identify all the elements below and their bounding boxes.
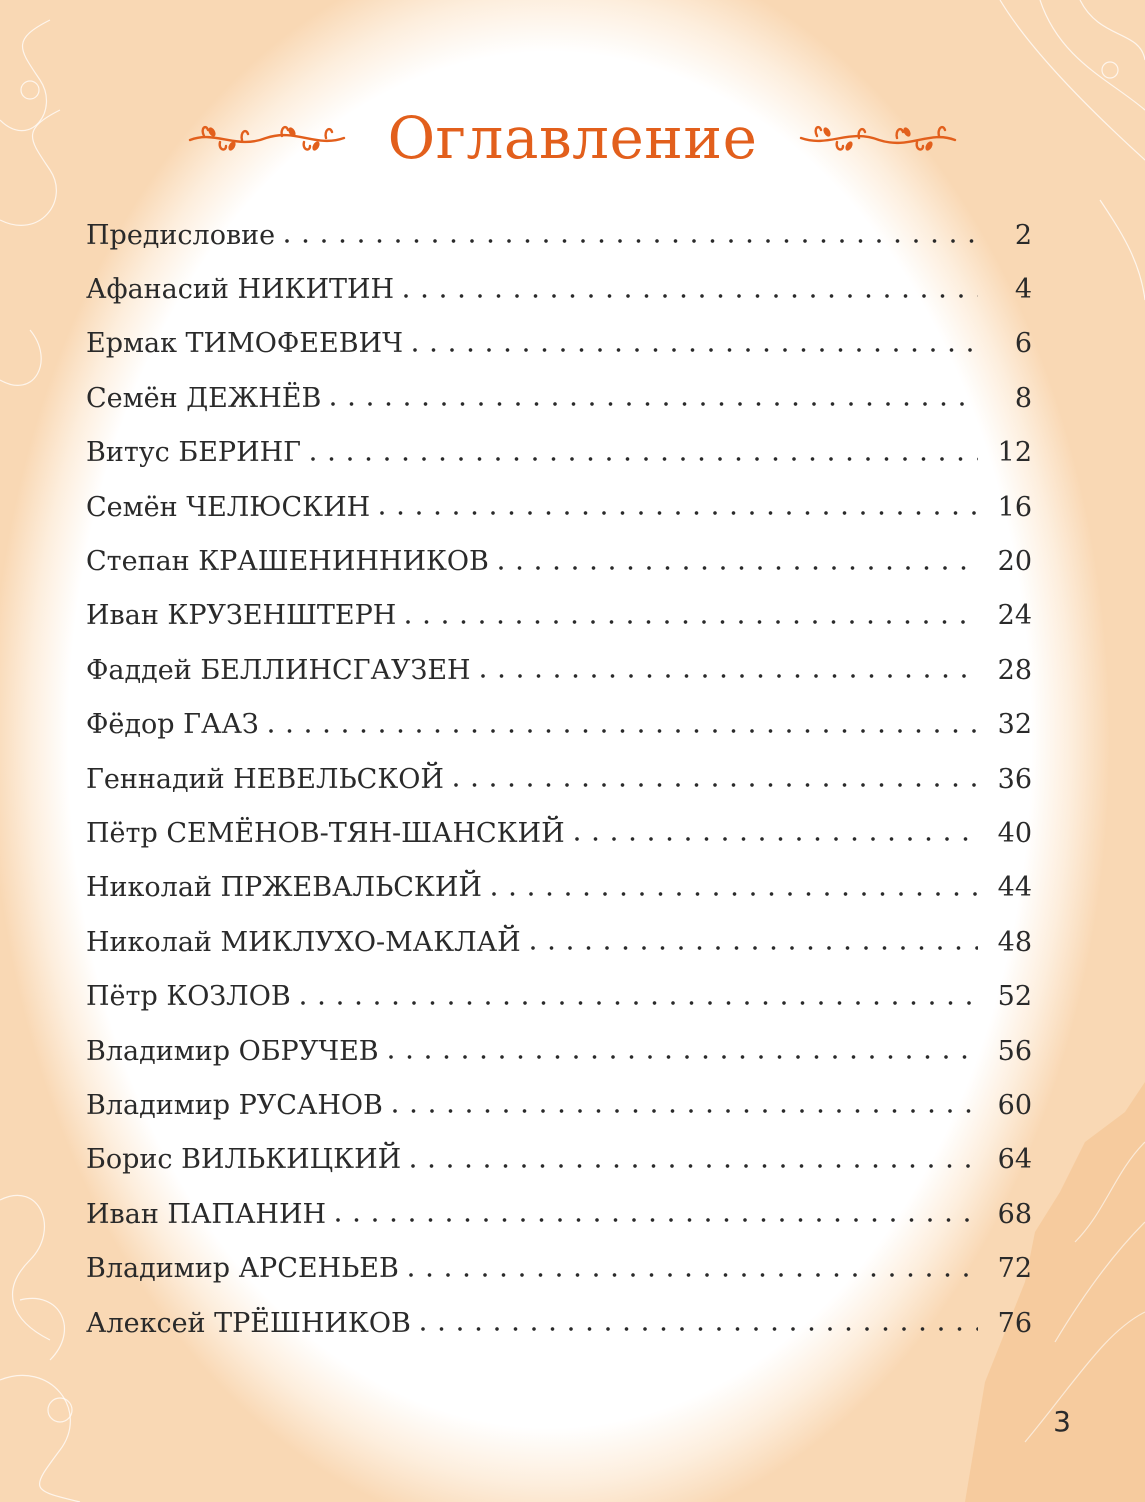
toc-entry[interactable]: [86, 1187, 1032, 1241]
dot-leader: [404, 294, 978, 298]
dot-leader: [575, 837, 978, 841]
toc-entry[interactable]: [86, 371, 1032, 425]
toc-entry[interactable]: [86, 1024, 1032, 1078]
toc-entry-title: Витус БЕРИНГ: [86, 437, 302, 469]
toc-entry[interactable]: [86, 1133, 1032, 1187]
dot-leader: [481, 674, 978, 678]
toc-entry[interactable]: [86, 698, 1032, 752]
toc-entry[interactable]: [86, 480, 1032, 534]
dot-leader: [492, 892, 978, 896]
toc-entry-title: Николай МИКЛУХО-МАКЛАЙ: [86, 926, 521, 958]
dot-leader: [413, 348, 978, 352]
toc-entry-title: Пётр КОЗЛОВ: [86, 981, 291, 1013]
toc-entry-page: 2: [1014, 219, 1032, 251]
toc-entry[interactable]: [86, 426, 1032, 480]
toc-entry-title: Пётр СЕМЁНОВ-ТЯН-ШАНСКИЙ: [86, 817, 565, 849]
toc-entry-page: 32: [997, 709, 1032, 741]
dot-leader: [393, 1109, 978, 1113]
dot-leader: [389, 1055, 978, 1059]
toc-entry-page: 20: [997, 546, 1032, 578]
toc-entry-title: Афанасий НИКИТИН: [86, 274, 395, 306]
dot-leader: [380, 511, 978, 515]
vine-ornament-icon: [797, 120, 959, 156]
vine-ornament-icon: [186, 120, 348, 156]
toc-entry[interactable]: [86, 208, 1032, 262]
toc-entry-page: 56: [997, 1035, 1032, 1067]
dot-leader: [409, 1273, 978, 1277]
dot-leader: [499, 566, 978, 570]
toc-entry[interactable]: [86, 806, 1032, 860]
page-number: 3: [1053, 1405, 1071, 1438]
toc-entry-title: Иван КРУЗЕНШТЕРН: [86, 600, 397, 632]
toc-entry[interactable]: [86, 589, 1032, 643]
toc-entry-title: Семён ДЕЖНЁВ: [86, 382, 322, 414]
toc-entry-page: 64: [997, 1144, 1032, 1176]
toc-entry-title: Иван ПАПАНИН: [86, 1198, 327, 1230]
toc-entry-title: Предисловие: [86, 219, 276, 251]
toc-entry-title: Фаддей БЕЛЛИНСГАУЗЕН: [86, 654, 471, 686]
dot-leader: [421, 1327, 978, 1331]
toc-entry-title: Степан КРАШЕНИННИКОВ: [86, 546, 489, 578]
dot-leader: [411, 1164, 978, 1168]
toc-entry-page: 40: [997, 817, 1032, 849]
toc-entry[interactable]: [86, 1241, 1032, 1295]
dot-leader: [269, 729, 978, 733]
toc-entry-page: 48: [997, 926, 1032, 958]
toc-entry-page: 44: [997, 872, 1032, 904]
toc-entry-page: 24: [997, 600, 1032, 632]
toc-entry-title: Борис ВИЛЬКИЦКИЙ: [86, 1144, 402, 1176]
toc-entry[interactable]: [86, 969, 1032, 1023]
toc-entry-page: 72: [997, 1253, 1032, 1285]
toc-entry-title: Владимир ОБРУЧЕВ: [86, 1035, 379, 1067]
toc-entry-title: Ермак ТИМОФЕЕВИЧ: [86, 328, 403, 360]
toc-entry-page: 16: [997, 491, 1032, 523]
toc-entry-title: Алексей ТРЁШНИКОВ: [86, 1307, 411, 1339]
toc-entry-page: 28: [997, 654, 1032, 686]
toc-entry-page: 76: [997, 1307, 1032, 1339]
toc-entry-page: 52: [997, 981, 1032, 1013]
dot-leader: [336, 1218, 978, 1222]
toc-entry-title: Владимир АРСЕНЬЕВ: [86, 1253, 399, 1285]
toc-entry[interactable]: [86, 534, 1032, 588]
toc-entry[interactable]: [86, 915, 1032, 969]
toc-entry[interactable]: [86, 643, 1032, 697]
toc-entry-page: 60: [997, 1089, 1032, 1121]
toc-entry-page: 68: [997, 1198, 1032, 1230]
toc-entry-title: Геннадий НЕВЕЛЬСКОЙ: [86, 763, 444, 795]
dot-leader: [311, 457, 978, 461]
toc-entry-page: 6: [1014, 328, 1032, 360]
dot-leader: [285, 239, 978, 243]
toc-entry[interactable]: [86, 262, 1032, 316]
toc-entry-title: Николай ПРЖЕВАЛЬСКИЙ: [86, 872, 482, 904]
dot-leader: [301, 1001, 978, 1005]
toc-entry-page: 36: [997, 763, 1032, 795]
toc-entry-page: 4: [1014, 274, 1032, 306]
dot-leader: [406, 620, 978, 624]
dot-leader: [454, 783, 978, 787]
toc-entry-title: Владимир РУСАНОВ: [86, 1089, 383, 1121]
dot-leader: [331, 402, 978, 406]
toc-entry[interactable]: [86, 752, 1032, 806]
toc-entry[interactable]: [86, 317, 1032, 371]
toc-entry[interactable]: [86, 1296, 1032, 1350]
toc-entry-page: 12: [997, 437, 1032, 469]
toc-entry-title: Фёдор ГААЗ: [86, 709, 259, 741]
table-of-contents: [86, 208, 1032, 1350]
dot-leader: [531, 946, 978, 950]
toc-entry[interactable]: [86, 861, 1032, 915]
page-title: Оглавление: [387, 104, 758, 172]
toc-entry-title: Семён ЧЕЛЮСКИН: [86, 491, 371, 523]
toc-entry-page: 8: [1014, 382, 1032, 414]
toc-heading: [0, 98, 1145, 178]
toc-entry[interactable]: [86, 1078, 1032, 1132]
